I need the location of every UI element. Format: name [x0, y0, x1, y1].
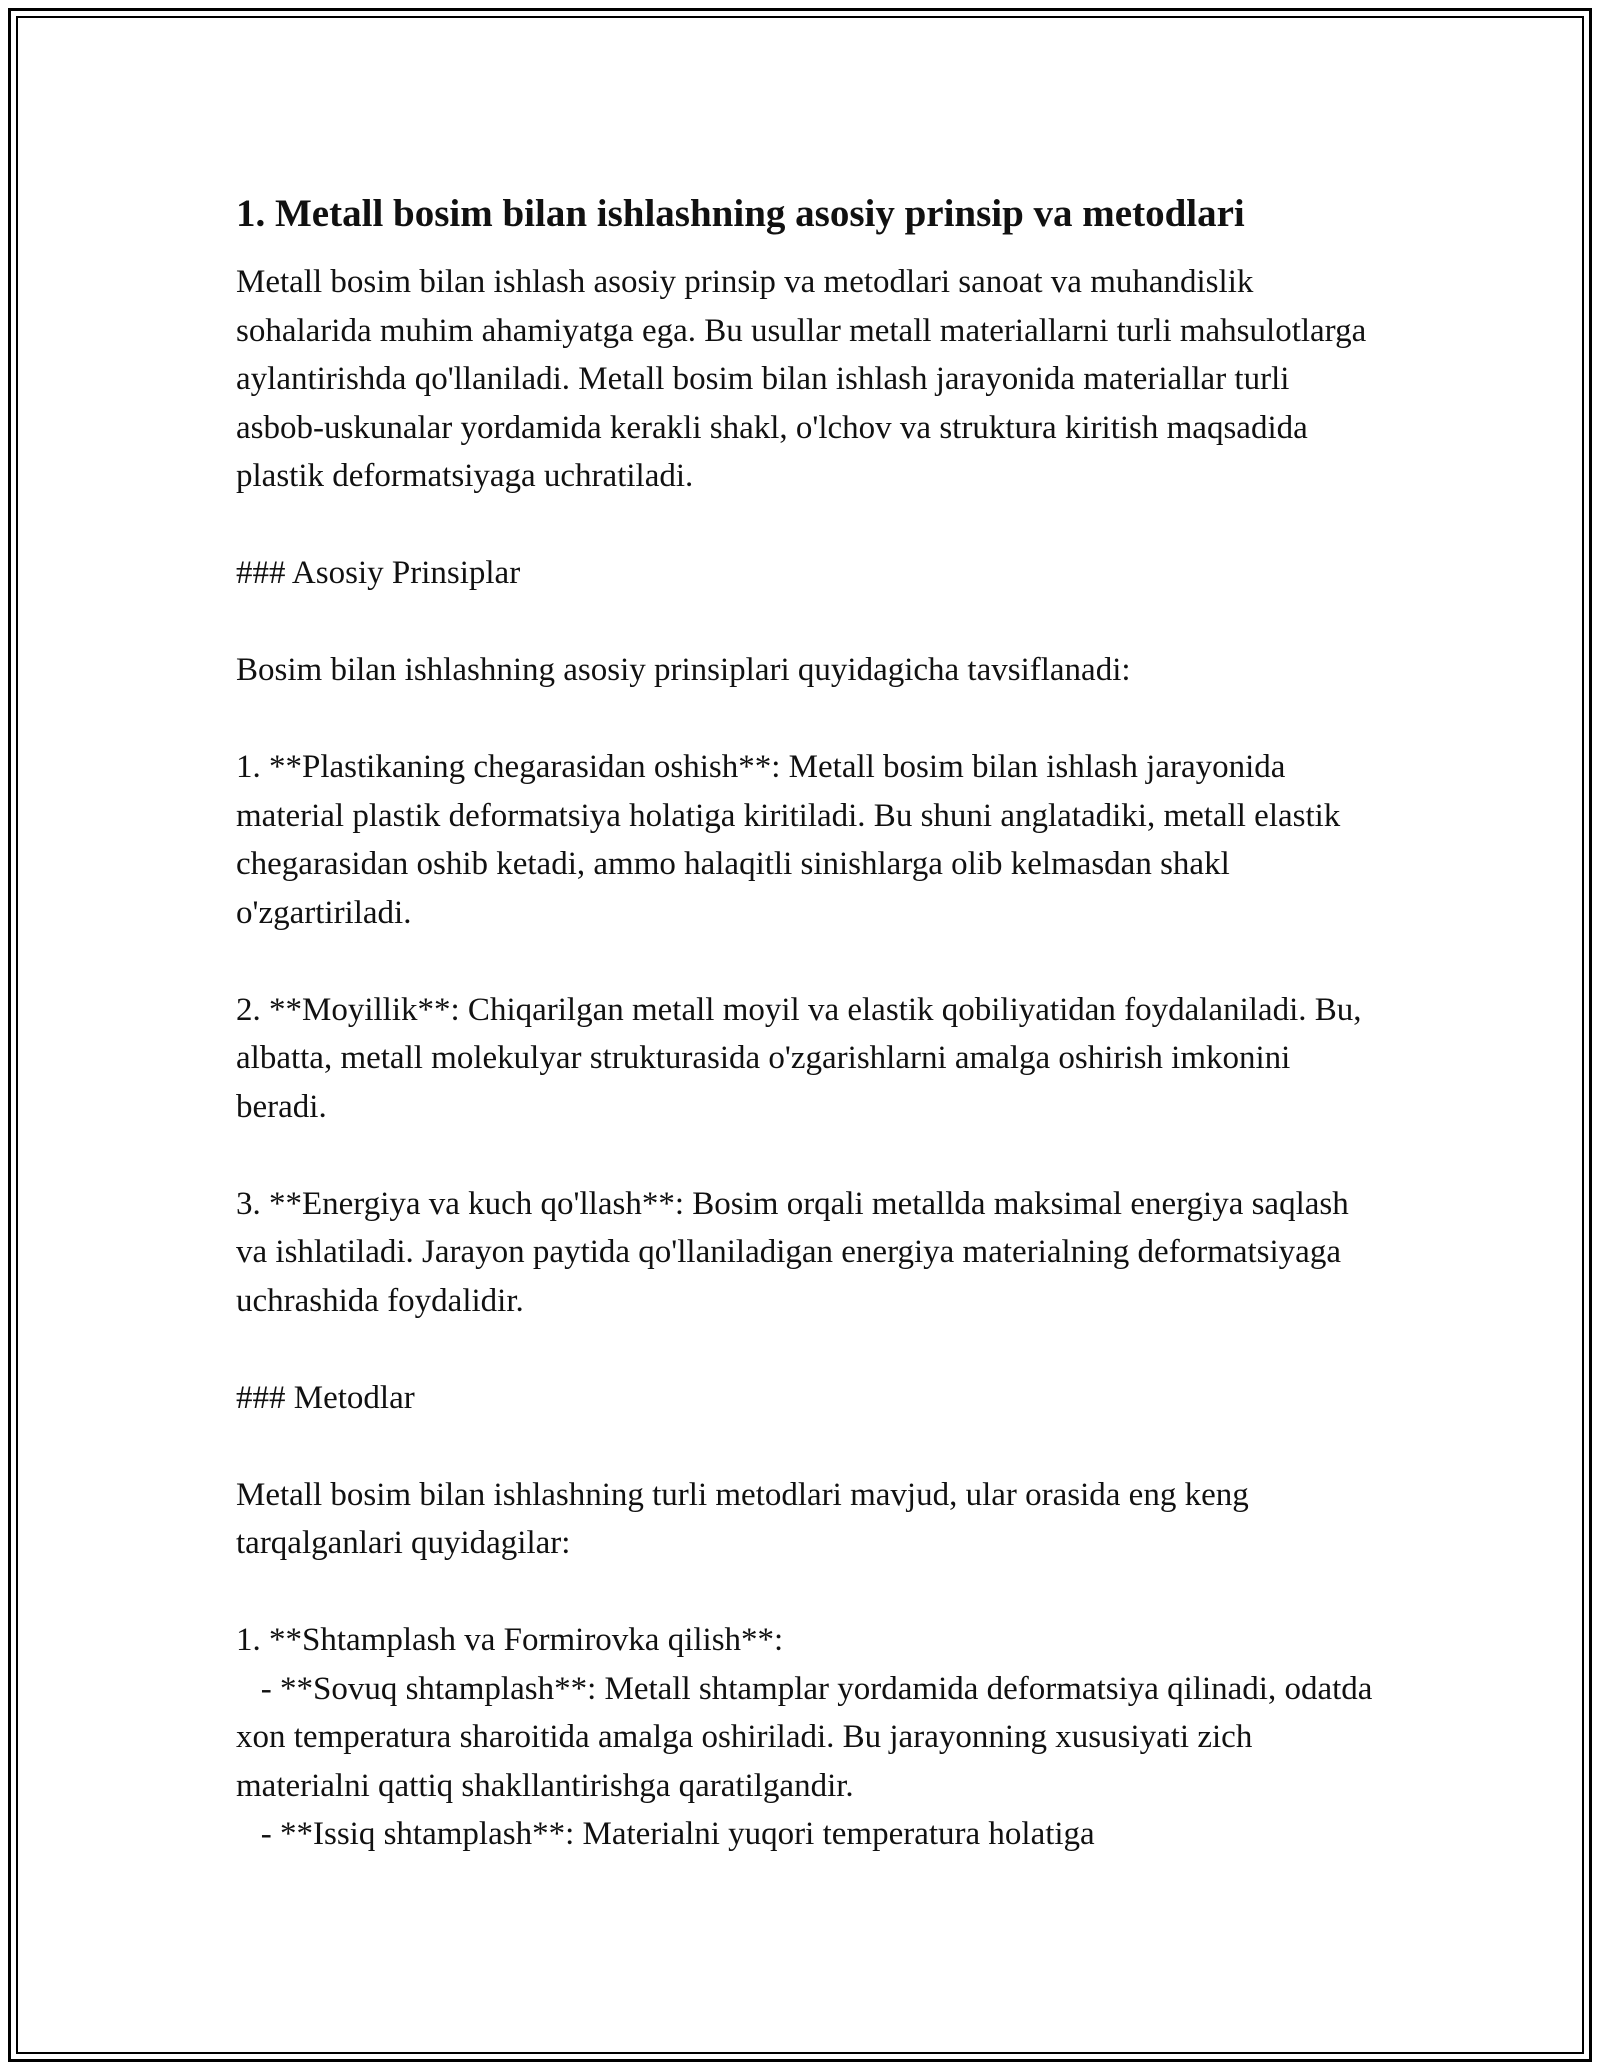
principle-item-3: 3. **Energiya va kuch qo'llash**: Bosim orqali metallda maksimal energiya saqlash va ishlatiladi. Jarayon paytida qo'llaniladigan energiya materialning deformatsiyaga uchrashida foydalidir. — [236, 1185, 1357, 1319]
principle-item-1: 1. **Plastikaning chegarasidan oshish**: Metall bosim bilan ishlash jarayonida material plastik deformatsiya holatiga kiritiladi. Bu shuni anglatadiki, metall elastik chegarasidan oshib ketadi, ammo halaqitli sinishlarga olib kelmasdan shakl o'zgartiriladi. — [236, 749, 1349, 931]
document-body — [236, 188, 1376, 1859]
document-title: 1. Metall bosim bilan ishlashning asosiy prinsip va metodlari — [236, 192, 1245, 235]
paragraph-spacer — [236, 695, 1376, 744]
section-heading-principles: ### Asosiy Prinsiplar — [236, 555, 521, 591]
paragraph-spacer — [236, 501, 1376, 550]
intro-paragraph: Metall bosim bilan ishlash asosiy prinsip va metodlari sanoat va muhandislik sohalarida muhim ahamiyatga ega. Bu usullar metall materiallarni turli mahsulotlarga aylantirishda qo'llaniladi. Metall bosim bilan ishlash jarayonida materiallar turli asbob-uskunalar yordamida kerakli shakl, o'lchov va struktura kiritish maqsadida plastik deformatsiyaga uchratiladi. — [236, 264, 1375, 494]
section-heading-methods: ### Metodlar — [236, 1379, 415, 1416]
principles-intro: Bosim bilan ishlashning asosiy prinsiplari quyidagicha tavsiflanadi: — [236, 652, 1131, 688]
methods-intro: Metall bosim bilan ishlashning turli metodlari mavjud, ular orasida eng keng tarqalganlari quyidagilar: — [236, 1476, 1257, 1561]
principle-item-2: 2. **Moyillik**: Chiqarilgan metall moyil va elastik qobiliyatidan foydalaniladi. Bu, albatta, metall molekulyar strukturasida o'zgarishlarni amalga oshirish imkonini beradi. — [236, 991, 1370, 1125]
paragraph-spacer — [236, 1568, 1376, 1617]
paragraph-spacer — [236, 1325, 1376, 1374]
method-item-1: 1. **Shtamplash va Formirovka qilish**: - **Sovuq shtamplash**: Metall shtamplar yordamida deformatsiya qilinadi, odatda xon temperatura sharoitida amalga oshiriladi. Bu jarayonning xususiyati zich materialni qattiq shakllantirishga qaratilgandir. - **Issiq shtamplash**: Materialni yuqori temperatura holatiga — [236, 1622, 1373, 1852]
paragraph-spacer — [236, 598, 1376, 647]
paragraph-spacer — [236, 1131, 1376, 1180]
paragraph-spacer — [236, 937, 1376, 986]
paragraph-spacer — [236, 1422, 1376, 1471]
